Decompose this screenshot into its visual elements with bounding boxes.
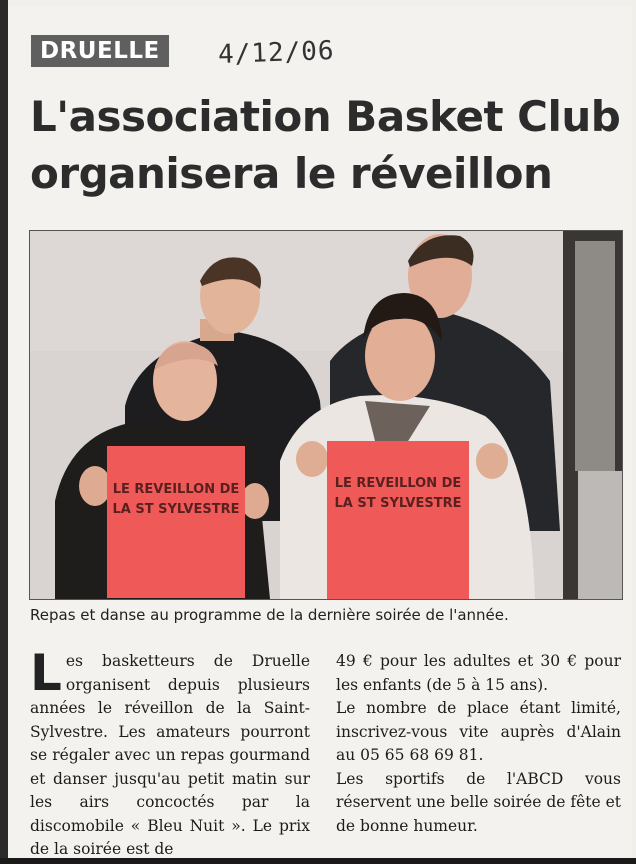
sign-left	[107, 446, 245, 598]
article-column-1	[30, 644, 310, 862]
headline: L'association Basket Club organisera le réveillon	[30, 92, 621, 198]
article-paragraph-closing: Les sportifs de l'ABCD vous réservent une belle soirée de fête et de bonne humeur.	[336, 769, 621, 835]
section-tag: DRUELLE	[31, 35, 169, 67]
article-column-2	[336, 650, 621, 838]
sign-left-line-1: LE REVEILLON DE	[112, 482, 240, 497]
scan-border	[0, 0, 8, 864]
sign-right-line-1: LE REVEILLON DE	[334, 476, 462, 491]
sign-left-line-2: LA ST SYLVESTRE	[112, 502, 240, 517]
sign-right	[327, 441, 469, 599]
photo-caption: Repas et danse au programme de la dernière soirée de l'année.	[30, 606, 509, 624]
article-paragraph-price: 49 € pour les adultes et 30 € pour les enfants (de 5 à 15 ans).	[336, 652, 621, 694]
handwritten-date: 4/12/06	[217, 35, 336, 71]
article-paragraph-booking: Le nombre de place étant limité, inscrivez-vous vite auprès d'Alain au 05 65 68 69 81.	[336, 699, 621, 764]
sign-right-line-2: LA ST SYLVESTRE	[334, 496, 462, 511]
article-text-col1: es basketteurs de Druelle organisent depuis plusieurs années le réveillon de la Saint-Sylvestre. Les amateurs pourront se régaler avec un repas gourmand et danser jusqu'au petit matin sur les airs concoctés par la discomobile « Bleu Nuit ». Le prix de la soirée est de	[30, 652, 310, 858]
drop-cap: L	[30, 644, 62, 702]
article-photo	[29, 230, 623, 600]
